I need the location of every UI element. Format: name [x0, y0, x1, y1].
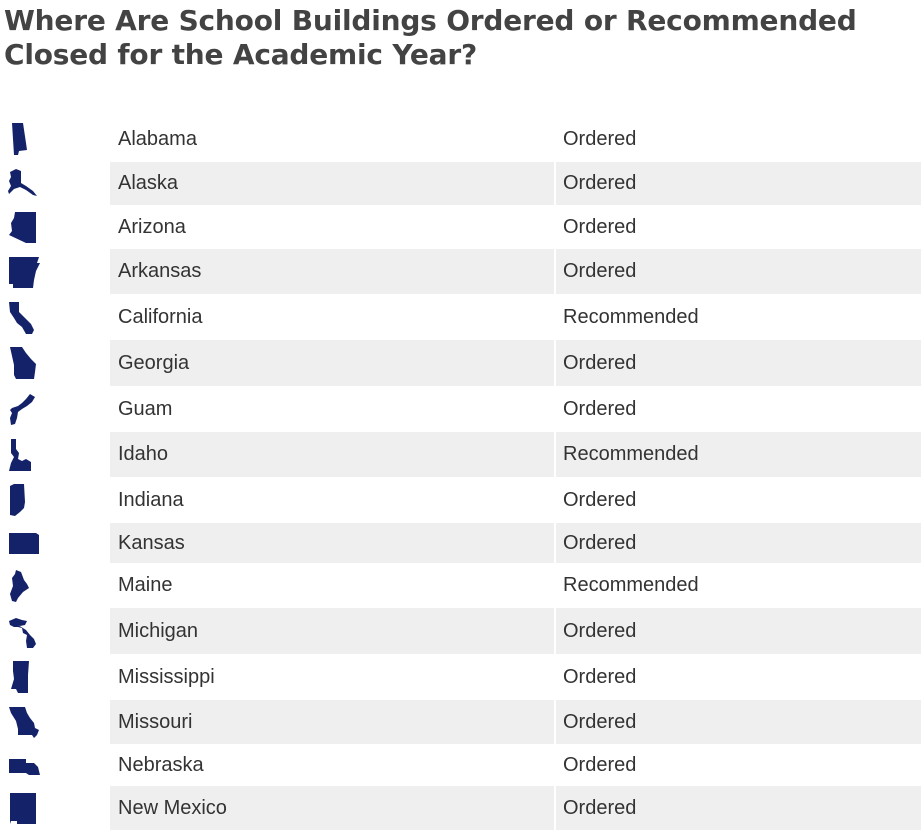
- state-name: Mississippi: [118, 665, 215, 688]
- closure-status-cell: [556, 294, 921, 340]
- closure-status: Ordered: [563, 665, 637, 688]
- state-shape: [12, 123, 27, 155]
- state-shape: [10, 793, 36, 824]
- state-closure-table: [0, 116, 921, 830]
- arizona-icon: [6, 209, 44, 245]
- state-name: Guam: [118, 397, 173, 420]
- mississippi-icon: [6, 659, 44, 695]
- state-name-cell: [110, 608, 554, 654]
- closure-status: Ordered: [563, 172, 637, 194]
- state-icon-cell: [0, 294, 110, 340]
- state-shape: [9, 212, 36, 243]
- state-name-cell: [110, 523, 554, 563]
- kansas-icon: [6, 525, 44, 561]
- state-icon-cell: [0, 786, 110, 830]
- table-row: [0, 340, 921, 386]
- table-row: [0, 116, 921, 162]
- michigan-icon: [6, 613, 44, 649]
- closure-status-cell: [556, 477, 921, 523]
- table-row: [0, 432, 921, 477]
- closure-status-cell: [556, 563, 921, 608]
- closure-status: Ordered: [563, 710, 637, 733]
- state-shape: [8, 169, 37, 196]
- table-row: [0, 744, 921, 786]
- state-icon-cell: [0, 162, 110, 205]
- title-line-2: Closed for the Academic Year?: [4, 38, 478, 71]
- state-name: Arizona: [118, 215, 186, 238]
- closure-status: Ordered: [563, 619, 637, 642]
- closure-status-cell: [556, 523, 921, 563]
- state-shape: [9, 533, 39, 554]
- closure-status-cell: [556, 386, 921, 432]
- new-mexico-icon: [6, 790, 44, 826]
- state-name-cell: [110, 116, 554, 162]
- guam-icon: [6, 391, 44, 427]
- closure-status-cell: [556, 116, 921, 162]
- state-name: Alabama: [118, 127, 197, 150]
- state-name: Georgia: [118, 351, 190, 374]
- indiana-icon: [6, 482, 44, 518]
- table-row: [0, 700, 921, 744]
- state-icon-cell: [0, 744, 110, 786]
- state-shape: [9, 439, 31, 471]
- state-name: Maine: [118, 574, 173, 596]
- state-shape: [10, 484, 25, 516]
- state-icon-cell: [0, 477, 110, 523]
- table-row: [0, 249, 921, 294]
- maine-icon: [6, 568, 44, 604]
- state-shape: [11, 661, 29, 693]
- closure-status-cell: [556, 608, 921, 654]
- state-name-cell: [110, 654, 554, 700]
- state-icon-cell: [0, 386, 110, 432]
- state-shape: [10, 347, 36, 379]
- state-name-cell: [110, 205, 554, 249]
- closure-status-cell: [556, 432, 921, 477]
- georgia-icon: [6, 345, 44, 381]
- closure-status: Ordered: [563, 796, 637, 819]
- closure-status: Ordered: [563, 127, 637, 150]
- state-shape: [9, 618, 36, 648]
- state-name: Arkansas: [118, 260, 202, 282]
- closure-status: Ordered: [563, 260, 637, 282]
- state-name-cell: [110, 432, 554, 477]
- state-name: California: [118, 305, 203, 328]
- closure-status-cell: [556, 340, 921, 386]
- state-icon-cell: [0, 116, 110, 162]
- table-row: [0, 162, 921, 205]
- state-shape: [9, 707, 39, 738]
- closure-status: Recommended: [563, 305, 699, 328]
- alaska-icon: [6, 166, 44, 202]
- state-icon-cell: [0, 700, 110, 744]
- closure-status-cell: [556, 162, 921, 205]
- state-name: Michigan: [118, 619, 199, 642]
- state-shape: [9, 759, 40, 775]
- state-name-cell: [110, 386, 554, 432]
- state-icon-cell: [0, 608, 110, 654]
- closure-status-cell: [556, 205, 921, 249]
- closure-status: Ordered: [563, 531, 637, 554]
- state-name: New Mexico: [118, 796, 227, 819]
- chart-title: [4, 4, 921, 72]
- state-name-cell: [110, 786, 554, 830]
- closure-status-cell: [556, 786, 921, 830]
- state-name-cell: [110, 340, 554, 386]
- table-row: [0, 294, 921, 340]
- table-row: [0, 386, 921, 432]
- state-name-cell: [110, 477, 554, 523]
- table-row: [0, 205, 921, 249]
- table-row: [0, 786, 921, 830]
- closure-status: Ordered: [563, 397, 637, 420]
- state-name: Kansas: [118, 531, 185, 554]
- state-shape: [9, 257, 40, 288]
- nebraska-icon: [6, 747, 44, 783]
- state-icon-cell: [0, 563, 110, 608]
- table-row: [0, 608, 921, 654]
- state-shape: [10, 570, 29, 602]
- state-shape: [10, 394, 35, 425]
- state-name: Nebraska: [118, 753, 204, 776]
- title-line-1: Where Are School Buildings Ordered or Recommended: [4, 4, 857, 37]
- table-row: [0, 523, 921, 563]
- closure-status-cell: [556, 249, 921, 294]
- state-icon-cell: [0, 654, 110, 700]
- state-name-cell: [110, 744, 554, 786]
- table-row: [0, 654, 921, 700]
- closure-status-cell: [556, 744, 921, 786]
- state-name-cell: [110, 162, 554, 205]
- state-name-cell: [110, 700, 554, 744]
- state-name: Alaska: [118, 172, 179, 194]
- state-name-cell: [110, 563, 554, 608]
- state-name-cell: [110, 249, 554, 294]
- state-name-cell: [110, 294, 554, 340]
- closure-status-cell: [556, 654, 921, 700]
- state-icon-cell: [0, 249, 110, 294]
- arkansas-icon: [6, 254, 44, 290]
- state-shape: [9, 302, 34, 334]
- closure-status-cell: [556, 700, 921, 744]
- closure-status: Ordered: [563, 215, 637, 238]
- state-name: Idaho: [118, 443, 169, 465]
- table-row: [0, 563, 921, 608]
- alabama-icon: [6, 121, 44, 157]
- state-icon-cell: [0, 432, 110, 477]
- state-icon-cell: [0, 523, 110, 563]
- state-name: Missouri: [118, 710, 193, 733]
- california-icon: [6, 299, 44, 335]
- closure-status: Recommended: [563, 443, 699, 465]
- closure-status: Ordered: [563, 488, 637, 511]
- state-icon-cell: [0, 340, 110, 386]
- closure-status: Ordered: [563, 351, 637, 374]
- idaho-icon: [6, 437, 44, 473]
- closure-status: Recommended: [563, 574, 699, 596]
- closure-status: Ordered: [563, 753, 637, 776]
- state-icon-cell: [0, 205, 110, 249]
- table-row: [0, 477, 921, 523]
- missouri-icon: [6, 704, 44, 740]
- state-name: Indiana: [118, 488, 184, 511]
